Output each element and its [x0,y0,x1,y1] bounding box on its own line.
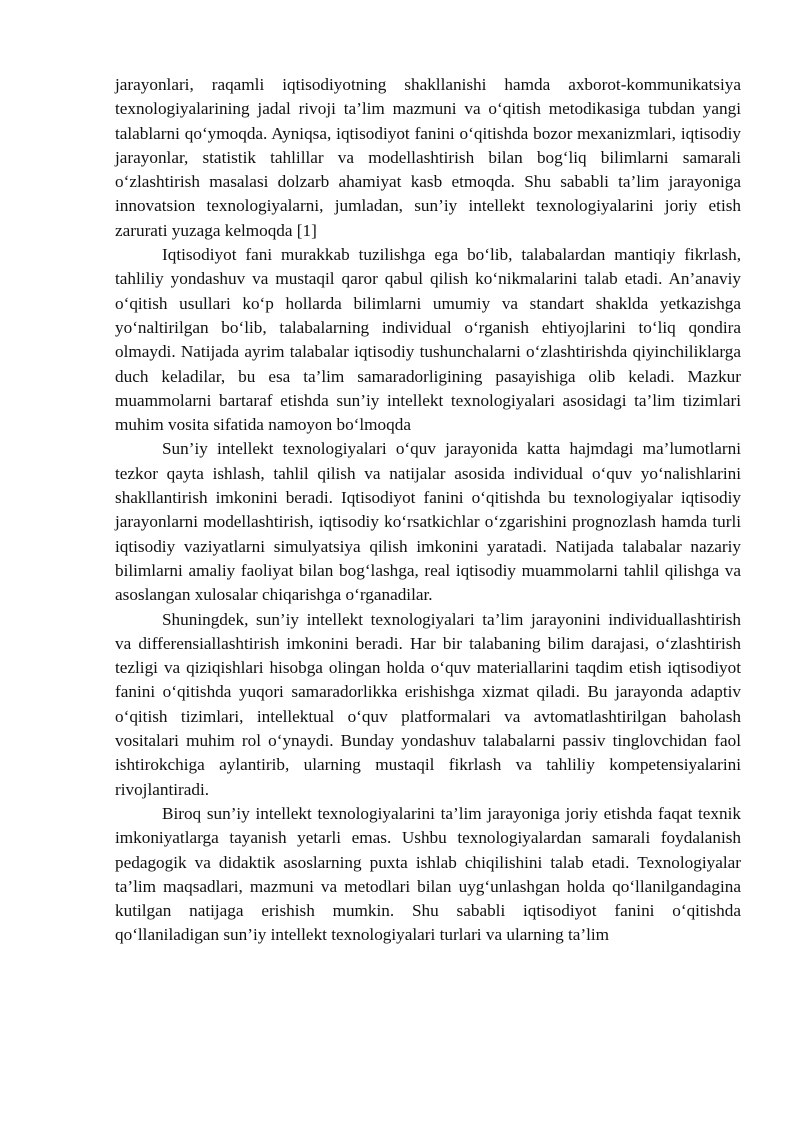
paragraph: Sun’iy intellekt texnologiyalari o‘quv jarayonida katta hajmdagi ma’lumotlarni tezkor qayta ishlash, tahlil qilish va natijalar asosida individual o‘quv yo‘nalishlarini shakllantirish imkonini beradi. Iqtisodiyot fanini o‘qitishda bu texnologiyalar iqtisodiy jarayonlarni modellashtirish, iqtisodiy ko‘rsatkichlar o‘zgarishini prognozlash hamda turli iqtisodiy vaziyatlarni simulyatsiya qilish imkonini yaratadi. Natijada talabalar nazariy bilimlarni amaliy faoliyat bilan bog‘lashga, real iqtisodiy muammolarni tahlil qilishga va asoslangan xulosalar chiqarishga o‘rganadilar. [115,439,741,605]
paragraph: Iqtisodiyot fani murakkab tuzilishga ega bo‘lib, talabalardan mantiqiy fikrlash, tahliliy yondashuv va mustaqil qaror qabul qilish ko‘nikmalarini talab etadi. An’anaviy o‘qitish usullari ko‘p hollarda bilimlarni umumiy va standart shaklda yetkazishga yo‘naltirilgan bo‘lib, talabalarning individual o‘rganish ehtiyojlarini to‘liq qondira olmaydi. Natijada ayrim talabalar iqtisodiy tushunchalarni o‘zlashtirishda qiyinchiliklarga duch keladilar, bu esa ta’lim samaradorligining pasayishiga olib keladi. Mazkur muammolarni bartaraf etishda sun’iy intellekt texnologiyalari asosidagi ta’lim tizimlari muhim vosita sifatida namoyon bo‘lmoqda [115,245,741,435]
paragraph-continued: jarayonlari, raqamli iqtisodiyotning shakllanishi hamda axborot-kommunikatsiya texnologiyalarining jadal rivoji ta’lim mazmuni va o‘qitish metodikasiga tubdan yangi talablarni qo‘ymoqda. Ayniqsa, iqtisodiyot fanini o‘qitishda bozor mexanizmlari, iqtisodiy jarayonlar, statistik tahlillar va modellashtirish bilan bog‘liq bilimlarni samarali o‘zlashtirish masalasi dolzarb ahamiyat kasb etmoqda. Shu sababli ta’lim jarayoniga innovatsion texnologiyalarni, jumladan, sun’iy intellekt texnologiyalarini joriy etish zarurati yuzaga kelmoqda [1] [115,75,741,240]
paragraph: Shuningdek, sun’iy intellekt texnologiyalari ta’lim jarayonini individuallashtirish va differensiallashtirish imkonini beradi. Har bir talabaning bilim darajasi, o‘zlashtirish tezligi va qiziqishlari hisobga olingan holda o‘quv materiallarini taqdim etish iqtisodiyot fanini o‘qitishda yuqori samaradorlikka erishishga xizmat qiladi. Bu jarayonda adaptiv o‘qitish tizimlari, intellektual o‘quv platformalari va avtomatlashtirilgan baholash vositalari muhim rol o‘ynaydi. Bunday yondashuv talabalarni passiv tinglovchidan faol ishtirokchiga aylantirib, ularning mustaqil fikrlash va tahliliy kompetensiyalarini rivojlantiradi. [115,609,741,799]
document-page [115,73,741,948]
paragraph: Biroq sun’iy intellekt texnologiyalarini ta’lim jarayoniga joriy etishda faqat texnik imkoniyatlarga tayanish yetarli emas. Ushbu texnologiyalardan samarali foydalanish pedagogik va didaktik asoslarning puxta ishlab chiqilishini talab etadi. Texnologiyalar ta’lim maqsadlari, mazmuni va metodlari bilan uyg‘unlashgan holda qo‘llanilgandagina kutilgan natijaga erishish mumkin. Shu sababli iqtisodiyot fanini o‘qitishda qo‘llaniladigan sun’iy intellekt texnologiyalari turlari va ularning ta’lim [115,803,741,945]
